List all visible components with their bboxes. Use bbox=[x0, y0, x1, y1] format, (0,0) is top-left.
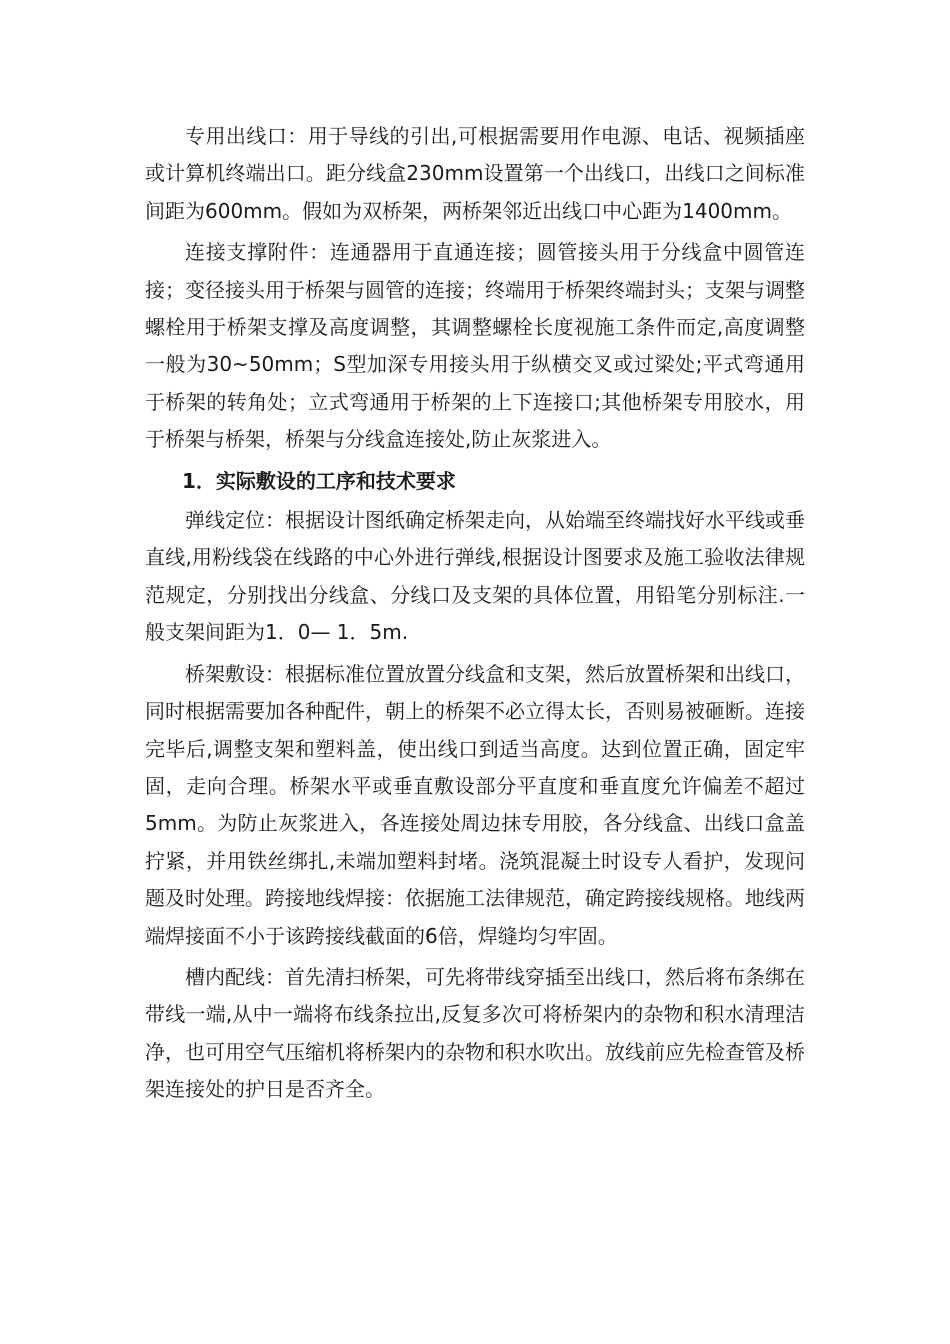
section-heading: 1．实际敷设的工序和技术要求 bbox=[182, 468, 456, 493]
document-body bbox=[145, 118, 805, 1109]
paragraph-connection-accessories: 连接支撑附件：连通器用于直通连接；圆管接头用于分线盒中圆管连接；变径接头用于桥架与圆管的连接；终端用于桥架终端封头；支架与调整螺栓用于桥架支撑及高度调整，其调整螺栓长度视施工条件而定,高度调整一般为30~50mm；S型加深专用接头用于纵横交叉或过梁处;平式弯通用于桥架的转角处；立式弯通用于桥架的上下连接口;其他桥架专用胶水，用于桥架与桥架，桥架与分线盒连接处,防止灰浆进入。 bbox=[145, 240, 805, 452]
paragraph-in-tray-wiring: 槽内配线：首先清扫桥架，可先将带线穿插至出线口，然后将布条绑在带线一端,从中一端将布线条拉出,反复多次可将桥架内的杂物和积水清理洁净，也可用空气压缩机将桥架内的杂物和积水吹出。放线前应先检查管及桥架连接处的护日是否齐全。 bbox=[145, 964, 805, 1102]
paragraph-line-positioning: 弹线定位：根据设计图纸确定桥架走向，从始端至终端找好水平线或垂直线,用粉线袋在线路的中心外进行弹线,根据设计图要求及施工验收法律规范规定，分别找出分线盒、分线口及支架的具体位置，用铅笔分别标注.一般支架间距为1．0— 1．5m. bbox=[145, 508, 805, 645]
paragraph-tray-laying: 桥架敷设：根据标准位置放置分线盒和支架，然后放置桥架和出线口，同时根据需要加各种配件，朝上的桥架不必立得太长，否则易被砸断。连接完毕后,调整支架和塑料盖，使出线口到适当高度。达到位置正确，固定牢固，走向合理。桥架水平或垂直敷设部分平直度和垂直度允许偏差不超过5mm。为防止灰浆进入，各连接处周边抹专用胶，各分线盒、出线口盒盖拧紧，并用铁丝绑扎,未端加塑料封堵。浇筑混凝土时设专人看护，发现问题及时处理。跨接地线焊接：依据施工法律规范，确定跨接线规格。地线两端焊接面不小于该跨接线截面的6倍，焊缝均匀牢固。 bbox=[145, 661, 805, 948]
paragraph-outlet: 专用出线口：用于导线的引出,可根据需要用作电源、电话、视频插座或计算机终端出口。距分线盒230mm设置第一个出线口，出线口之间标准间距为600mm。假如为双桥架，两桥架邻近出线口中心距为1400mm。 bbox=[145, 124, 805, 223]
